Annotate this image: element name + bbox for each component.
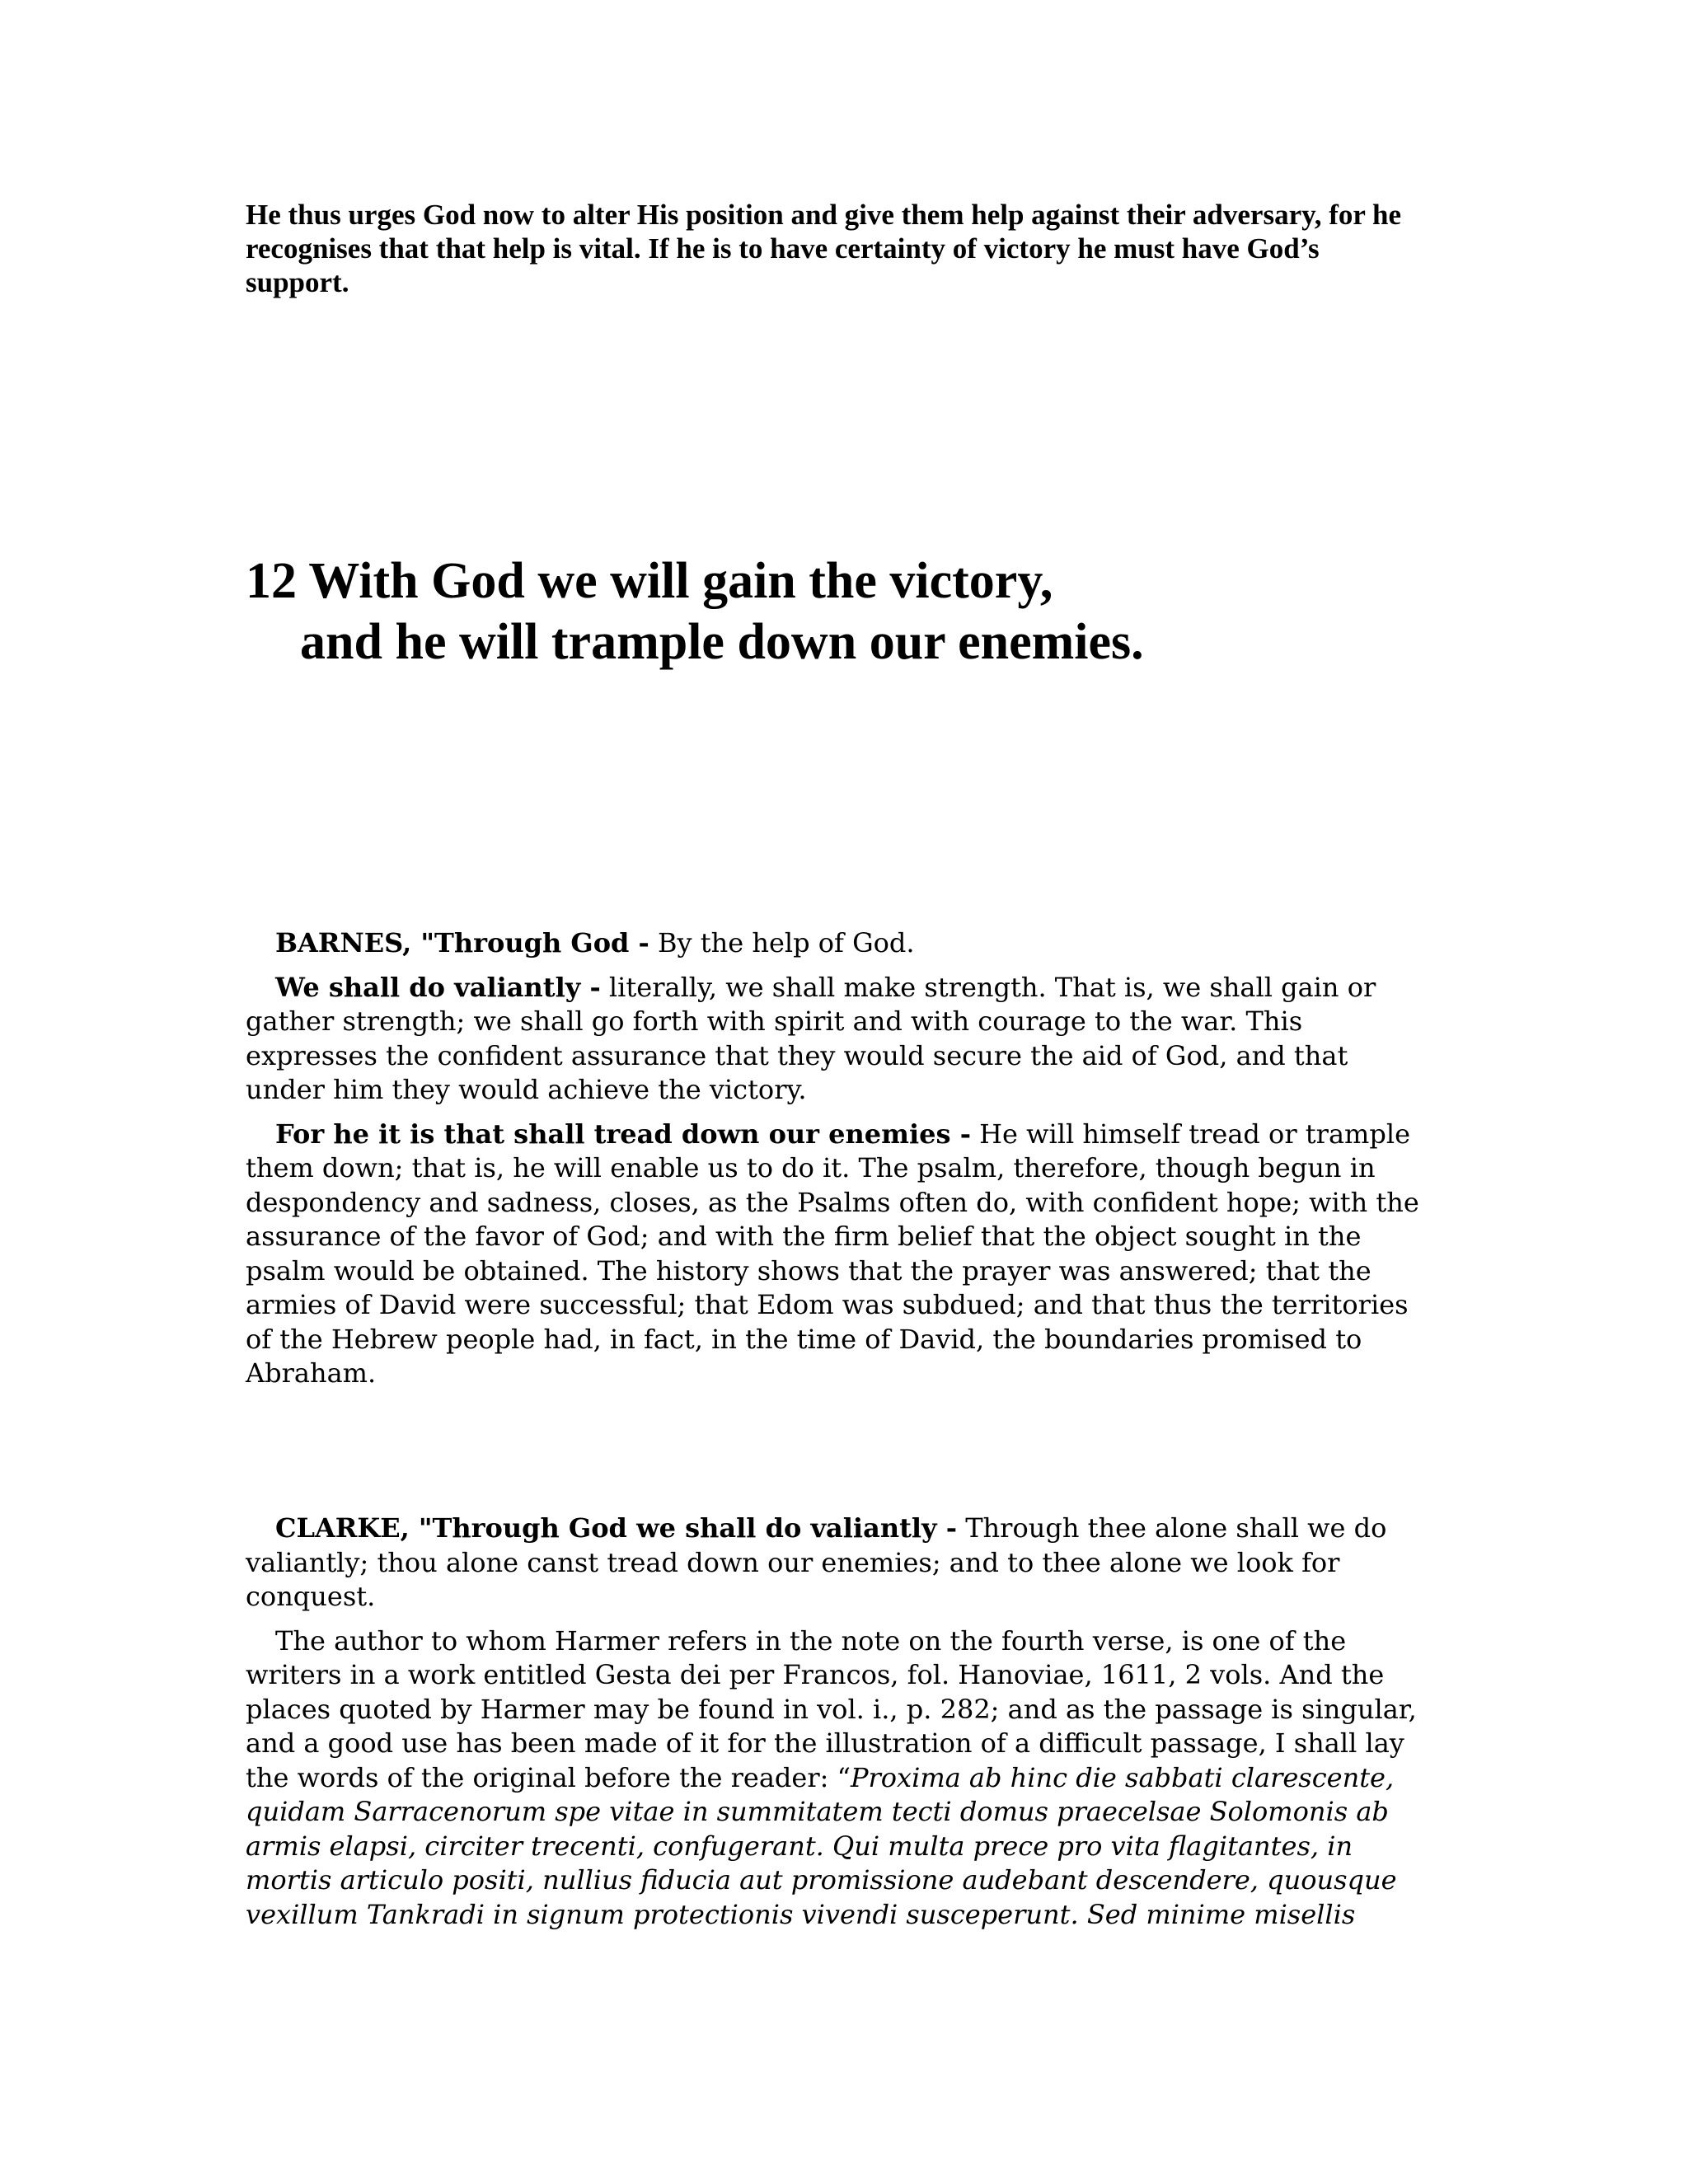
barnes-p3-text: He will himself tread or trample them down; that is, he will enable us to do it. The psalm, therefore, though begun in despondency and sadness, closes, as the Psalms often do, with confident hope; with the assurance of the favor of God; and with the firm belief that the object sought in the psalm would be obtained. The history shows that the prayer was answered; that the armies of David were successful; that Edom was subdued; and that thus the territories of the Hebrew people had, in fact, in the time of David, the boundaries promised to Abraham.	[246, 1118, 1419, 1389]
barnes-p3-label: For he it is that shall tread down our enemies -	[275, 1118, 971, 1150]
barnes-paragraph-1	[246, 926, 1432, 961]
barnes-p2-text: literally, we shall make strength. That is, we shall gain or gather strength; we shall go forth with spirit and with courage to the war. This expresses the confident assurance that they would secure the aid of God, and that under him they would achieve the victory.	[246, 971, 1376, 1105]
clarke-commentary	[246, 1511, 1432, 1942]
verse-line-2: and he will trample down our enemies.	[300, 614, 1144, 670]
clarke-p2-latin-quote: Proxima ab hinc die sabbati clarescente, quidam Sarracenorum spe vitae in summitatem tecti domus praecelsae Solomonis ab armis elapsi, circiter trecenti, confugerant. Qui multa prece pro vita flagitantes, in mortis articulo positi, nullius fiducia aut promissione audebant descendere, quousque vexillum Tankradi in signum protectionis vivendi susceperunt. Sed minime misellis	[246, 1761, 1397, 1930]
barnes-paragraph-2	[246, 971, 1432, 1108]
verse-line-1: 12 With God we will gain the victory,	[246, 553, 1053, 609]
intro-paragraph: He thus urges God now to alter His position and give them help against their adversary, for he recognises that that help is vital. If he is to have certainty of victory he must have God’s support.	[246, 199, 1401, 298]
barnes-p2-label: We shall do valiantly -	[275, 971, 601, 1003]
barnes-p1-label: BARNES, "Through God -	[275, 927, 649, 958]
clarke-paragraph-2	[246, 1624, 1432, 1933]
clarke-paragraph-1	[246, 1511, 1432, 1615]
clarke-p1-label: CLARKE, "Through God we shall do valiantly -	[275, 1512, 958, 1544]
barnes-paragraph-3	[246, 1118, 1432, 1391]
barnes-commentary	[246, 926, 1432, 1401]
barnes-p1-text: By the help of God.	[649, 927, 915, 958]
clarke-p1-text: Through thee alone shall we do valiantly; thou alone canst tread down our enemies; and to thee alone we look for conquest.	[246, 1512, 1387, 1612]
verse-heading	[246, 551, 1482, 673]
clarke-p2-text: The author to whom Harmer refers in the note on the fourth verse, is one of the writers in a work entitled Gesta dei per Francos, fol. Hanoviae, 1611, 2 vols. And the places quoted by Harmer may be found in vol. i., p. 282; and as the passage is singular, and a good use has been made of it for the illustration of a difficult passage, I shall lay the words of the original before the reader: “	[246, 1624, 1417, 1793]
